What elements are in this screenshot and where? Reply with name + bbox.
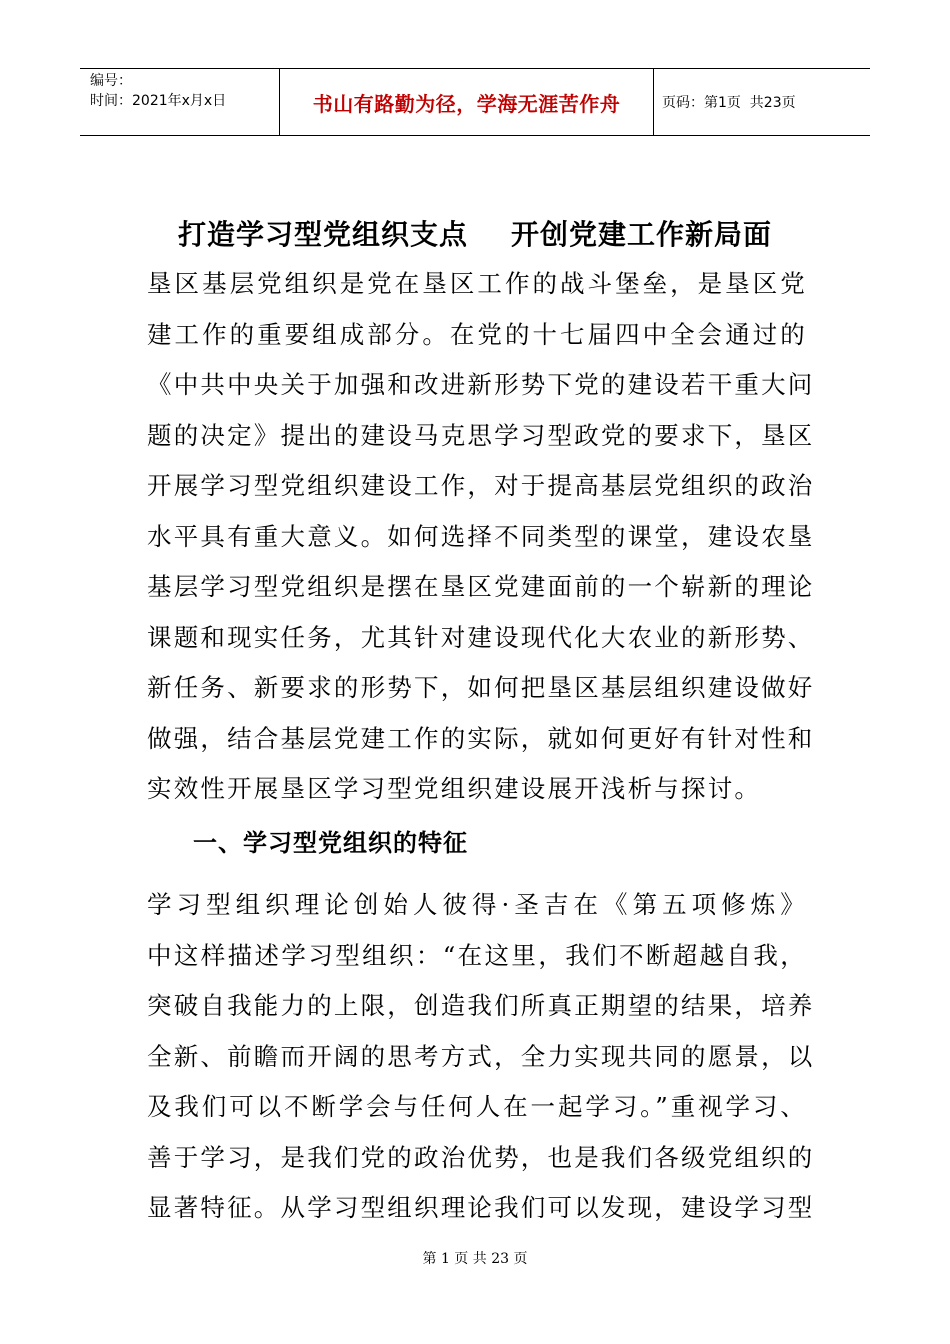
paragraph-line: 课题和现实任务，尤其针对建设现代化大农业的新形势、 — [147, 622, 815, 652]
paragraph-line: 水平具有重大意义。如何选择不同类型的课堂，建设农垦 — [147, 521, 815, 551]
paragraph-line: 做强，结合基层党建工作的实际，就如何更好有针对性和 — [147, 723, 815, 753]
header-meta — [80, 69, 280, 135]
paragraph-line: 显著特征。从学习型组织理论我们可以发现，建设学习型 — [147, 1193, 815, 1222]
paragraph-line: 建工作的重要组成部分。在党的十七届四中全会通过的 — [147, 319, 807, 349]
paragraph-line: 中这样描述学习型组织：“在这里，我们不断超越自我， — [147, 940, 807, 970]
paragraph-line: 《中共中央关于加强和改进新形势下党的建设若干重大问 — [147, 370, 815, 399]
paragraph-line: 学习型组织理论创始人彼得·圣吉在《第五项修炼》 — [147, 890, 807, 919]
header-page-number: 页码：第1页 共23页 — [662, 95, 796, 111]
paragraph-line: 题的决定》提出的建设马克思学习型政党的要求下，垦区 — [147, 420, 815, 450]
document-date-label: 时间：2021年x月x日 — [90, 93, 227, 109]
paragraph-line: 实效性开展垦区学习型党组织建设展开浅析与探讨。 — [147, 774, 762, 803]
header-page-info — [654, 69, 870, 135]
paragraph-line: 基层学习型党组织是摆在垦区党建面前的一个崭新的理论 — [147, 572, 815, 601]
document-number-label: 编号： — [90, 73, 132, 89]
paragraph-line: 垦区基层党组织是党在垦区工作的战斗堡垒，是垦区党 — [147, 269, 807, 298]
paragraph-line: 全新、前瞻而开阔的思考方式，全力实现共同的愿景，以 — [147, 1041, 815, 1071]
paragraph-intro — [147, 259, 815, 815]
paragraph-line: 突破自我能力的上限，创造我们所真正期望的结果，培养 — [147, 991, 815, 1020]
paragraph-line: 新任务、新要求的形势下，如何把垦区基层组织建设做好 — [147, 673, 815, 702]
paragraph-line: 善于学习，是我们党的政治优势，也是我们各级党组织的 — [147, 1142, 815, 1172]
page-footer: 第 1 页 共 23 页 — [422, 1251, 528, 1267]
paragraph-line: 及我们可以不断学会与任何人在一起学习。”重视学习、 — [147, 1092, 807, 1121]
paragraph-learning-org — [147, 880, 815, 1234]
document-title: 打造学习型党组织支点 开创党建工作新局面 — [178, 218, 772, 251]
paragraph-line: 开展学习型党组织建设工作，对于提高基层党组织的政治 — [147, 471, 815, 500]
header-motto: 书山有路勤为径，学海无涯苦作舟 — [280, 69, 654, 135]
page-header — [80, 68, 870, 136]
section-heading: 一、学习型党组织的特征 — [193, 829, 468, 857]
